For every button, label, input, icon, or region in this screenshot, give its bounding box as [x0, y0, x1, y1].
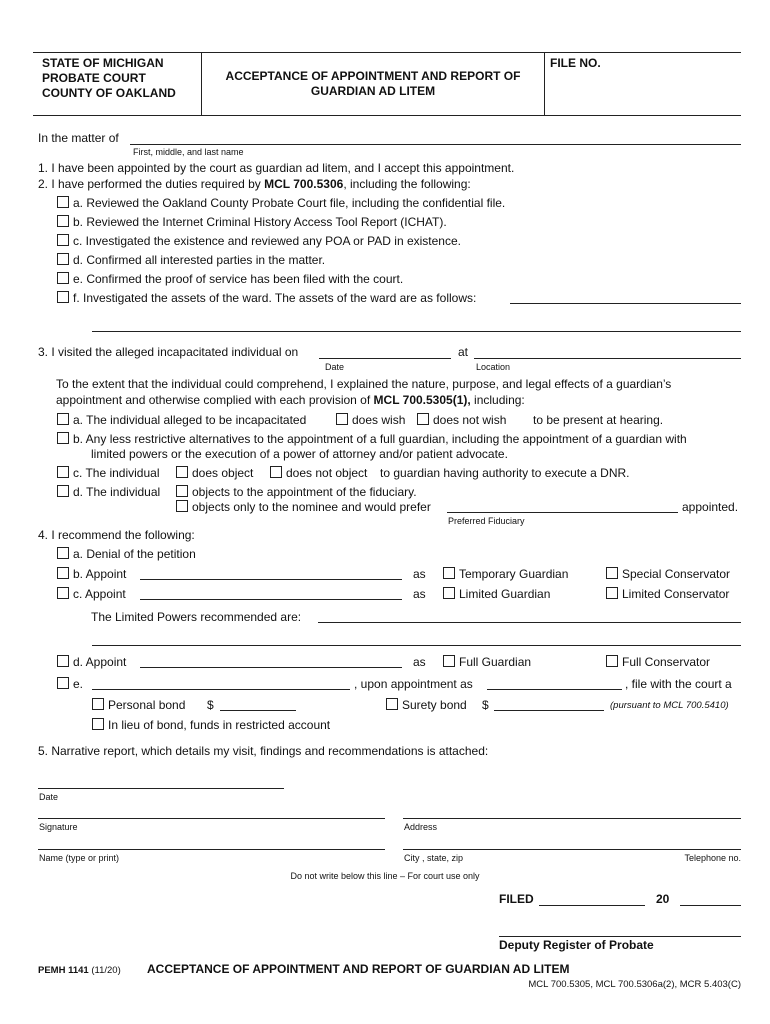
- checkbox[interactable]: [57, 253, 69, 265]
- location-sublabel: Location: [476, 362, 511, 372]
- assets-field-2[interactable]: [92, 331, 741, 332]
- checkbox[interactable]: [57, 587, 69, 599]
- restricted-account-option[interactable]: In lieu of bond, funds in restricted account: [92, 718, 330, 732]
- as-label: as: [413, 587, 426, 601]
- visit-date-field[interactable]: [319, 358, 451, 359]
- full-conservator-option[interactable]: Full Conservator: [606, 655, 710, 669]
- temporary-guardian-option[interactable]: Temporary Guardian: [443, 567, 568, 581]
- item2-option-b[interactable]: b. Reviewed the Internet Criminal History Access Tool Report (ICHAT).: [57, 215, 447, 229]
- upon-appointment-label: , upon appointment as: [354, 677, 473, 691]
- city-label: City , state, zip: [404, 853, 464, 863]
- limited-guardian-option[interactable]: Limited Guardian: [443, 587, 550, 601]
- personal-bond-amount-field[interactable]: [220, 710, 296, 711]
- as-label: as: [413, 655, 426, 669]
- item2-option-c[interactable]: c. Investigated the existence and reviewed any POA or PAD in existence.: [57, 234, 461, 248]
- filed-label: FILED: [499, 892, 534, 906]
- footer-title: ACCEPTANCE OF APPOINTMENT AND REPORT OF GUARDIAN AD LITEM: [147, 962, 570, 976]
- checkbox[interactable]: [57, 196, 69, 208]
- not-wish-option[interactable]: does not wish: [417, 413, 506, 427]
- preferred-fiduciary-field[interactable]: [447, 512, 678, 513]
- signature-label: Signature: [39, 822, 78, 832]
- item3-c-suffix: to guardian having authority to execute a DNR.: [380, 466, 630, 480]
- checkbox[interactable]: [57, 291, 69, 303]
- address-field[interactable]: [403, 818, 741, 819]
- footer-references: MCL 700.5305, MCL 700.5306a(2), MCR 5.403(C): [528, 979, 741, 990]
- header-divider: [544, 53, 545, 115]
- limited-conservator-option[interactable]: Limited Conservator: [606, 587, 729, 601]
- filed-year-field[interactable]: [680, 905, 741, 906]
- personal-bond-option[interactable]: Personal bond: [92, 698, 185, 712]
- checkbox[interactable]: [176, 500, 188, 512]
- checkbox[interactable]: [57, 413, 69, 425]
- checkbox[interactable]: [176, 466, 188, 478]
- full-guardian-option[interactable]: Full Guardian: [443, 655, 531, 669]
- court-state: STATE OF MICHIGAN: [42, 56, 164, 70]
- court-use-notice: Do not write below this line – For court use only: [290, 871, 480, 881]
- dollar-sign: $: [207, 698, 214, 712]
- checkbox[interactable]: [417, 413, 429, 425]
- item2-option-e[interactable]: e. Confirmed the proof of service has been filed with the court.: [57, 272, 403, 286]
- item2-option-d[interactable]: d. Confirmed all interested parties in the matter.: [57, 253, 325, 267]
- objects-appointment-option[interactable]: objects to the appointment of the fiduciary.: [176, 485, 417, 499]
- item3-option-b[interactable]: b. Any less restrictive alternatives to the appointment of a full guardian, including the appointment of a guardian with: [57, 432, 687, 446]
- checkbox[interactable]: [57, 234, 69, 246]
- item3-para-1: To the extent that the individual could comprehend, I explained the nature, purpose, and legal effects of a guardian’s: [56, 377, 672, 391]
- appoint-d-field[interactable]: [140, 667, 402, 668]
- checkbox[interactable]: [176, 485, 188, 497]
- item1-text: 1. I have been appointed by the court as guardian ad litem, and I accept this appointment.: [38, 161, 515, 175]
- matter-sublabel: First, middle, and last name: [133, 147, 244, 157]
- telephone-label: Telephone no.: [684, 853, 741, 863]
- checkbox[interactable]: [443, 567, 455, 579]
- file-with-court-label: , file with the court a: [625, 677, 732, 691]
- item2-option-a[interactable]: a. Reviewed the Oakland County Probate Court file, including the confidential file.: [57, 196, 505, 210]
- checkbox[interactable]: [57, 432, 69, 444]
- does-object-option[interactable]: does object: [176, 466, 253, 480]
- checkbox[interactable]: [57, 677, 69, 689]
- checkbox[interactable]: [92, 698, 104, 710]
- item2-intro: 2. I have performed the duties required by MCL 700.5306, including the following:: [38, 177, 471, 191]
- date-label: Date: [39, 792, 59, 802]
- item3-a-suffix: to be present at hearing.: [533, 413, 664, 427]
- preferred-sublabel: Preferred Fiduciary: [448, 516, 525, 526]
- checkbox[interactable]: [336, 413, 348, 425]
- checkbox[interactable]: [57, 567, 69, 579]
- file-no-label: FILE NO.: [550, 56, 601, 70]
- dollar-sign: $: [482, 698, 489, 712]
- item3-option-d[interactable]: d. The individual: [57, 485, 160, 499]
- checkbox[interactable]: [57, 215, 69, 227]
- item3-option-a[interactable]: a. The individual alleged to be incapacitated: [57, 413, 306, 427]
- surety-bond-amount-field[interactable]: [494, 710, 604, 711]
- pursuant-note: (pursuant to MCL 700.5410): [610, 700, 729, 711]
- assets-field-1[interactable]: [510, 303, 741, 304]
- appoint-b-field[interactable]: [140, 579, 402, 580]
- court-county: COUNTY OF OAKLAND: [42, 86, 176, 100]
- surety-bond-option[interactable]: Surety bond: [386, 698, 467, 712]
- header-title-2: GUARDIAN AD LITEM: [310, 84, 436, 98]
- wish-option[interactable]: does wish: [336, 413, 405, 427]
- checkbox[interactable]: [57, 466, 69, 478]
- deputy-label: Deputy Register of Probate: [499, 938, 654, 952]
- objects-nominee-option[interactable]: objects only to the nominee and would prefer: [176, 500, 431, 514]
- city-state-zip-field[interactable]: [403, 849, 741, 850]
- name-label: Name (type or print): [39, 853, 120, 863]
- checkbox[interactable]: [606, 567, 618, 579]
- item3-visit-label: 3. I visited the alleged incapacitated individual on: [38, 345, 299, 359]
- visit-location-field[interactable]: [474, 358, 741, 359]
- deputy-field[interactable]: [499, 936, 741, 937]
- item3-at-label: at: [458, 345, 469, 359]
- appoint-c-field[interactable]: [140, 599, 402, 600]
- appoint-e-role-field[interactable]: [487, 689, 622, 690]
- special-conservator-option[interactable]: Special Conservator: [606, 567, 730, 581]
- filed-year-label: 20: [656, 892, 670, 906]
- name-field[interactable]: [38, 849, 385, 850]
- checkbox[interactable]: [57, 547, 69, 559]
- item2-option-f[interactable]: f. Investigated the assets of the ward. The assets of the ward are as follows:: [57, 291, 476, 305]
- checkbox[interactable]: [386, 698, 398, 710]
- item4-option-b[interactable]: b. Appoint: [57, 567, 126, 581]
- item3-b-line2: limited powers or the execution of a power of attorney and/or patient advocate.: [91, 447, 508, 461]
- signature-field[interactable]: [38, 818, 385, 819]
- date-field[interactable]: [38, 788, 284, 789]
- filed-date-field[interactable]: [539, 905, 645, 906]
- address-label: Address: [404, 822, 438, 832]
- limited-powers-field-2[interactable]: [92, 645, 741, 646]
- checkbox[interactable]: [443, 655, 455, 667]
- checkbox[interactable]: [270, 466, 282, 478]
- matter-label: In the matter of: [38, 131, 119, 145]
- checkbox[interactable]: [606, 587, 618, 599]
- limited-powers-field-1[interactable]: [318, 622, 741, 623]
- court-name: PROBATE COURT: [42, 71, 146, 85]
- checkbox[interactable]: [606, 655, 618, 667]
- date-sublabel: Date: [325, 362, 345, 372]
- item3-option-c[interactable]: c. The individual: [57, 466, 160, 480]
- header-title-1: ACCEPTANCE OF APPOINTMENT AND REPORT OF: [225, 69, 521, 83]
- checkbox[interactable]: [57, 485, 69, 497]
- checkbox[interactable]: [92, 718, 104, 730]
- appoint-e-name-field[interactable]: [92, 689, 350, 690]
- item4-option-c[interactable]: c. Appoint: [57, 587, 126, 601]
- matter-name-field[interactable]: [130, 144, 741, 145]
- limited-powers-label: The Limited Powers recommended are:: [91, 610, 302, 624]
- checkbox[interactable]: [57, 655, 69, 667]
- item3-para-2: appointment and otherwise complied with each provision of MCL 700.5305(1), including:: [56, 393, 525, 407]
- item5-text: 5. Narrative report, which details my visit, findings and recommendations is attached:: [38, 744, 489, 758]
- as-label: as: [413, 567, 426, 581]
- does-not-object-option[interactable]: does not object: [270, 466, 367, 480]
- checkbox[interactable]: [57, 272, 69, 284]
- item4-option-a[interactable]: a. Denial of the petition: [57, 547, 196, 561]
- form-id: PEMH 1141 (11/20): [38, 965, 121, 976]
- checkbox[interactable]: [443, 587, 455, 599]
- item4-option-d[interactable]: d. Appoint: [57, 655, 126, 669]
- item4-option-e[interactable]: e.: [57, 677, 83, 691]
- appointed-label: appointed.: [682, 500, 739, 514]
- item4-header: 4. I recommend the following:: [38, 528, 195, 542]
